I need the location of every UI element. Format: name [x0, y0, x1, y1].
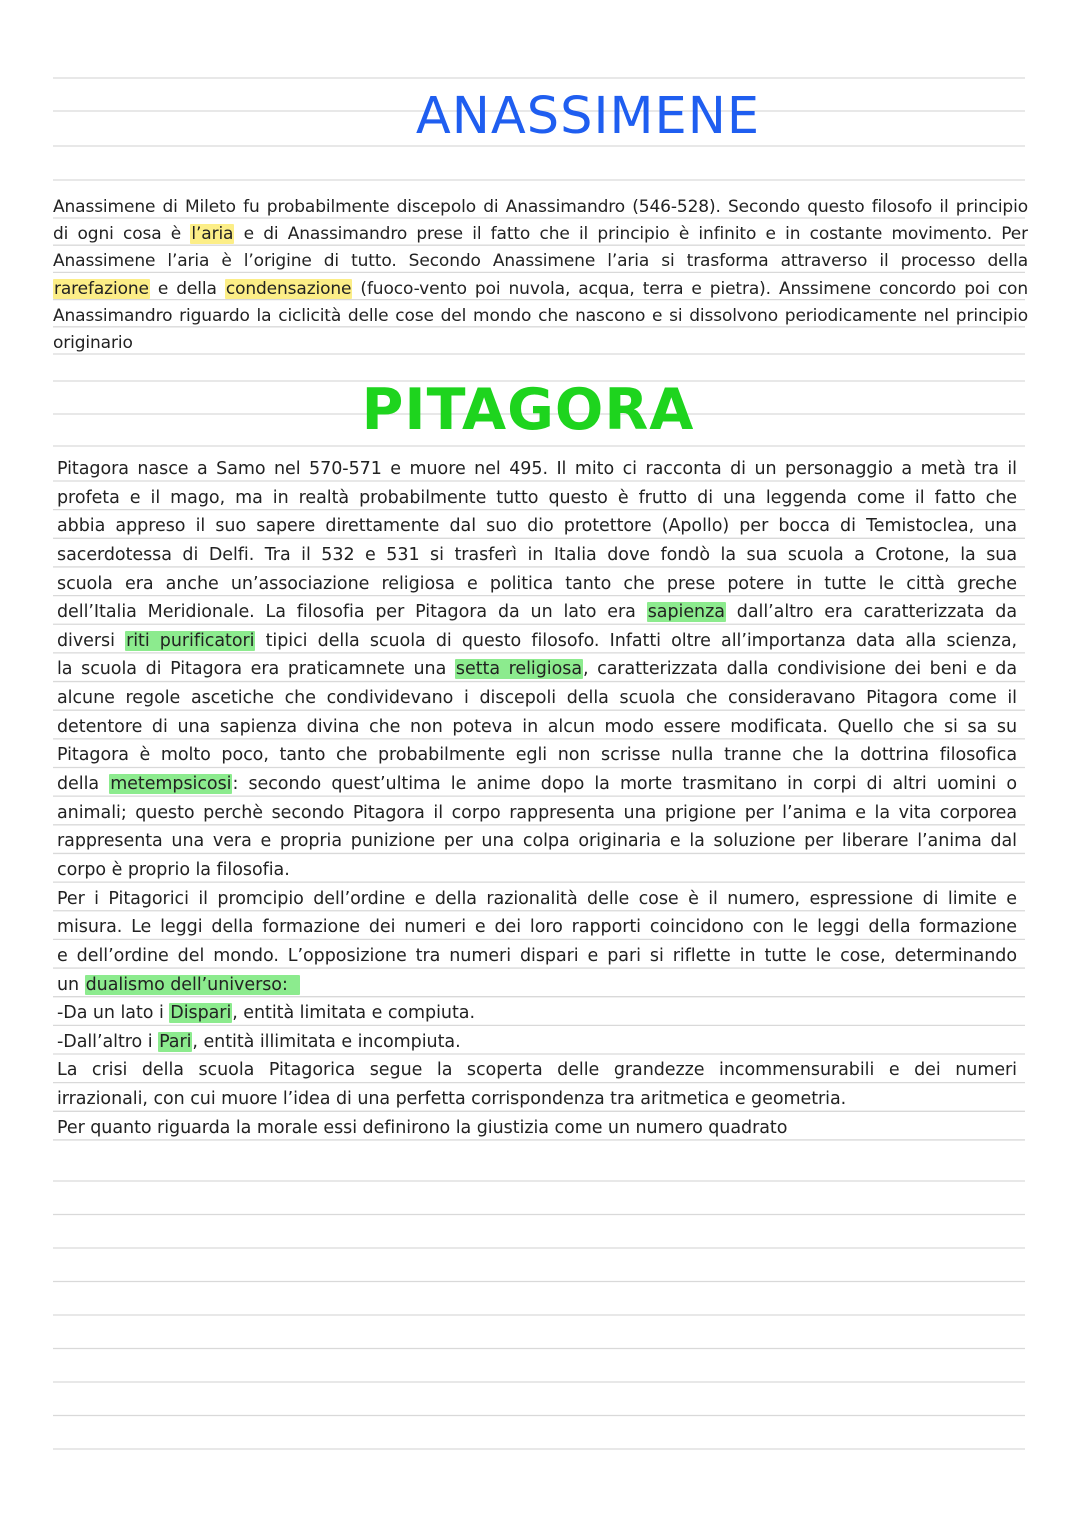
text-run: e della — [149, 278, 225, 299]
text-run: tipici della scuola di questo filosofo. Infatti oltre all’importanza data alla scienza, — [255, 630, 1017, 651]
text-run: e dell’ordine del mondo. L’opposizione tra numeri dispari e pari si riflette in tutte le cose, determinando — [57, 945, 1017, 966]
text-run: Per i Pitagorici il promcipio dell’ordine e della razionalità delle cose è il numero, espressione di limite e — [57, 888, 1017, 909]
text-run: Anassimene di Mileto fu probabilmente discepolo di Anassimandro (546-528). Secondo questo filosofo il principio — [53, 197, 1028, 217]
highlighted-term: metempsicosi — [110, 774, 232, 795]
text-run: -Dall’altro i — [57, 1031, 159, 1052]
text-line — [57, 1114, 1017, 1143]
text-line — [57, 570, 1017, 599]
text-line — [57, 942, 1017, 971]
text-run: irrazionali, con cui muore l’idea di una perfetta corrispondenza tra aritmetica e geometria. — [57, 1089, 847, 1110]
text-line — [57, 1028, 1017, 1057]
text-run: La crisi della scuola Pitagorica segue la scoperta delle grandezze incommensurabili e dei numeri — [57, 1060, 1017, 1081]
text-line — [57, 770, 1017, 799]
text-run: sacerdotessa di Delfi. Tra il 532 e 531 si trasferì in Italia dove fondò la sua scuola a Crotone, la sua — [57, 544, 1017, 565]
highlighted-term: Pari — [159, 1031, 192, 1052]
text-run: e di Anassimandro prese il fatto che il principio è infinito e in costante movimento. Per — [234, 224, 1028, 245]
text-run: : secondo quest’ultima le anime dopo la morte trasmitano in corpi di altri uomini o — [232, 774, 1017, 795]
text-run: detentore di una sapienza divina che non poteva in alcun modo essere modificata. Quello che si sa su — [57, 716, 1017, 737]
text-line — [53, 248, 1028, 275]
text-run: dall’altro era caratterizzata da — [725, 602, 1017, 623]
text-line — [57, 512, 1017, 541]
text-line — [53, 303, 1028, 330]
text-line — [57, 455, 1017, 484]
text-line — [57, 799, 1017, 828]
text-run: della — [57, 774, 110, 795]
pitagora-paragraph — [57, 455, 1017, 1142]
text-line — [57, 741, 1017, 770]
text-run: , entità illimitata e incompiuta. — [192, 1031, 461, 1052]
highlighted-term: condensazione — [225, 278, 352, 299]
text-run: , entità limitata e compiuta. — [232, 1003, 475, 1024]
text-run: dell’Italia Meridionale. La filosofia per Pitagora da un lato era — [57, 602, 647, 623]
text-run: , caratterizzata dalla condivisione dei beni e da — [583, 659, 1017, 680]
text-run: Pitagora nasce a Samo nel 570-571 e muore nel 495. Il mito ci racconta di un personaggio a metà tra il — [57, 459, 1017, 479]
text-line — [57, 856, 1017, 885]
text-run: animali; questo perchè secondo Pitagora il corpo rappresenta una prigione per l’anima e la vita corporea — [57, 802, 1017, 823]
text-run: Anassimandro riguardo la ciclicità delle cose del mondo che nascono e si dissolvono periodicamente nel principio — [53, 305, 1028, 326]
text-line — [53, 330, 1028, 357]
highlighted-term: riti purificatori — [126, 630, 255, 651]
text-line — [57, 713, 1017, 742]
text-line — [57, 484, 1017, 513]
text-run: Anassimene l’aria è l’origine di tutto. Secondo Anassimene l’aria si trasforma attraverso il processo della — [53, 251, 1028, 272]
text-run: rappresenta una vera e propria punizione per una colpa originaria e la soluzione per liberare l’anima dal — [57, 831, 1017, 852]
text-run: -Da un lato i — [57, 1003, 170, 1024]
text-line — [53, 221, 1028, 248]
text-line — [57, 1056, 1017, 1085]
text-line — [53, 276, 1028, 303]
anassimene-paragraph — [53, 194, 1028, 357]
text-run: abbia appreso il suo sapere direttamente dal suo dio protettore (Apollo) per bocca di Temistoclea, una — [57, 516, 1017, 537]
text-line — [57, 1085, 1017, 1114]
highlighted-term: Dispari — [170, 1003, 232, 1024]
highlighted-term: l’aria — [191, 224, 234, 245]
text-run: Pitagora è molto poco, tanto che probabilmente egli non scrisse nulla tranne che la dottrina filosofica — [57, 745, 1017, 766]
text-line — [57, 999, 1017, 1028]
highlighted-term: dualismo dell’universo: — [85, 974, 299, 995]
text-run: (fuoco-vento poi nuvola, acqua, terra e pietra). Anssimene concordo poi con — [352, 278, 1028, 299]
text-line — [57, 913, 1017, 942]
text-line — [57, 655, 1017, 684]
text-run: profeta e il mago, ma in realtà probabilmente tutto questo è frutto di una leggenda come il fatto che — [57, 487, 1017, 508]
text-line — [57, 885, 1017, 914]
text-run: di ogni cosa è — [53, 224, 191, 245]
anassimene-title: ANASSIMENE — [415, 87, 761, 146]
text-run: corpo è proprio la filosofia. — [57, 859, 290, 880]
text-run: scuola era anche un’associazione religiosa e politica tanto che prese potere in tutte le città greche — [57, 573, 1017, 594]
text-line — [57, 598, 1017, 627]
text-line — [57, 627, 1017, 656]
pitagora-title: PITAGORA — [361, 377, 695, 443]
text-run: originario — [53, 332, 133, 353]
text-line — [57, 971, 1017, 1000]
text-run: diversi — [57, 630, 126, 651]
text-line — [57, 684, 1017, 713]
highlighted-term: setta religiosa — [455, 659, 582, 680]
text-run: la scuola di Pitagora era praticamnete una — [57, 659, 455, 680]
text-line — [57, 827, 1017, 856]
text-run: Per quanto riguarda la morale essi definirono la giustizia come un numero quadrato — [57, 1117, 788, 1138]
text-line — [53, 194, 1028, 221]
text-run: un — [57, 974, 85, 995]
highlighted-term: rarefazione — [54, 278, 149, 299]
text-line — [57, 541, 1017, 570]
text-run: misura. Le leggi della formazione dei numeri e dei loro rapporti coincidono con le leggi della formazione — [57, 917, 1017, 938]
text-run: alcune regole ascetiche che condividevano i discepoli della scuola che consideravano Pitagora come il — [57, 688, 1017, 709]
highlighted-term: sapienza — [647, 602, 725, 623]
